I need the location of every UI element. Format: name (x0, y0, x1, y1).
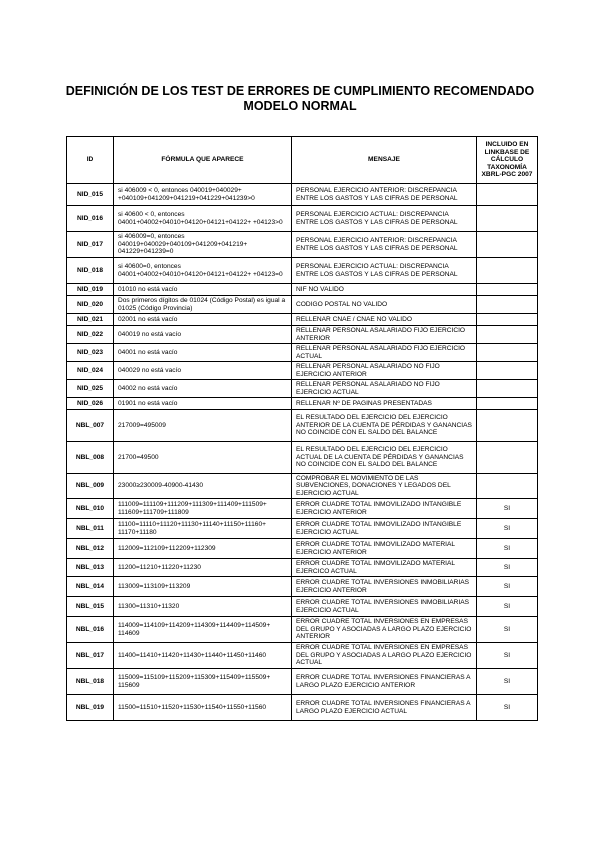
mensaje-cell: PERSONAL EJERCICIO ACTUAL: DISCREPANCIA ENTRE LOS GASTOS Y LAS CIFRAS DE PERSONAL (292, 206, 477, 232)
formula-cell: 04001 no está vacío (114, 344, 292, 362)
id-cell: NID_019 (67, 284, 114, 296)
incluido-cell (477, 314, 538, 326)
incluido-cell (477, 474, 538, 499)
mensaje-cell: ERROR CUADRE TOTAL INVERSIONES FINANCIERAS A LARGO PLAZO EJERCICIO ACTUAL (292, 695, 477, 721)
id-cell: NID_015 (67, 184, 114, 206)
id-cell: NBL_014 (67, 577, 114, 597)
incluido-cell: SI (477, 695, 538, 721)
table-row (67, 284, 538, 296)
table-body (67, 184, 538, 721)
table-row (67, 695, 538, 721)
incluido-cell (477, 296, 538, 314)
mensaje-cell: ERROR CUADRE TOTAL INVERSIONES INMOBILIARIAS EJERCICIO ANTERIOR (292, 577, 477, 597)
incluido-cell (477, 326, 538, 344)
incluido-cell (477, 184, 538, 206)
id-cell: NBL_019 (67, 695, 114, 721)
incluido-cell (477, 258, 538, 284)
header-mensaje: MENSAJE (292, 137, 477, 184)
table-row (67, 296, 538, 314)
title-line-2: MODELO NORMAL (243, 99, 357, 113)
formula-cell: 113009=113109+113209 (114, 577, 292, 597)
table-row (67, 577, 538, 597)
incluido-cell: SI (477, 597, 538, 617)
id-cell: NBL_007 (67, 410, 114, 442)
error-tests-table (66, 136, 538, 721)
mensaje-cell: RELLENAR PERSONAL ASALARIADO NO FIJO EJERCICIO ANTERIOR (292, 362, 477, 380)
id-cell: NBL_009 (67, 474, 114, 499)
incluido-cell (477, 410, 538, 442)
incluido-cell: SI (477, 499, 538, 519)
id-cell: NBL_008 (67, 442, 114, 474)
formula-cell: 21700=49500 (114, 442, 292, 474)
id-cell: NBL_012 (67, 539, 114, 559)
incluido-cell: SI (477, 669, 538, 695)
id-cell: NBL_015 (67, 597, 114, 617)
mensaje-cell: COMPROBAR EL MOVIMIENTO DE LAS SUBVENCIONES, DONACIONES Y LEGADOS DEL EJERCICIO ACTUAL (292, 474, 477, 499)
id-cell: NID_024 (67, 362, 114, 380)
mensaje-cell: ERROR CUADRE TOTAL INVERSIONES EN EMPRESAS DEL GRUPO Y ASOCIADAS A LARGO PLAZO EJERCICIO ANTERIOR (292, 617, 477, 643)
mensaje-cell: ERROR CUADRE TOTAL INMOVILIZADO MATERIAL EJERCICO ACTUAL (292, 559, 477, 577)
mensaje-cell: ERROR CUADRE TOTAL INVERSIONES FINANCIERAS A LARGO PLAZO EJERCICIO ANTERIOR (292, 669, 477, 695)
incluido-cell (477, 398, 538, 410)
formula-cell: 115009=115109+115209+115309+115409+115509+ 115609 (114, 669, 292, 695)
formula-cell: si 40600=0, entonces 04001+04002+04010+04120+04121+04122+ +04123=0 (114, 258, 292, 284)
mensaje-cell: ERROR CUADRE TOTAL INVERSIONES EN EMPRESAS DEL GRUPO Y ASOCIADAS A LARGO PLAZO EJERCICIO ACTUAL (292, 643, 477, 669)
incluido-cell: SI (477, 559, 538, 577)
formula-cell: 11100=11110+11120+11130+11140+11150+11160+ 11170+11180 (114, 519, 292, 539)
table-row (67, 617, 538, 643)
formula-cell: 01901 no está vacío (114, 398, 292, 410)
mensaje-cell: RELLENAR Nº DE PAGINAS PRESENTADAS (292, 398, 477, 410)
mensaje-cell: RELLENAR PERSONAL ASALARIADO NO FIJO EJERCICIO ACTUAL (292, 380, 477, 398)
mensaje-cell: EL RESULTADO DEL EJERCICIO DEL EJERCICIO ACTUAL DE LA CUENTA DE PÉRDIDAS Y GANANCIAS NO COINCIDE CON EL SALDO DEL BALANCE (292, 442, 477, 474)
incluido-cell (477, 380, 538, 398)
formula-cell: 11500=11510+11520+11530+11540+11550+11560 (114, 695, 292, 721)
header-formula: FÓRMULA QUE APARECE (114, 137, 292, 184)
incluido-cell (477, 442, 538, 474)
table-row (67, 474, 538, 499)
table-row (67, 499, 538, 519)
mensaje-cell: CODIGO POSTAL NO VALIDO (292, 296, 477, 314)
id-cell: NBL_017 (67, 643, 114, 669)
formula-cell: 040019 no está vacío (114, 326, 292, 344)
formula-cell: 112009=112109+112209+112309 (114, 539, 292, 559)
incluido-cell: SI (477, 643, 538, 669)
table-row (67, 597, 538, 617)
mensaje-cell: RELLENAR PERSONAL ASALARIADO FIJO EJERCICIO ANTERIOR (292, 326, 477, 344)
id-cell: NID_017 (67, 232, 114, 258)
mensaje-cell: ERROR CUADRE TOTAL INMOVILIZADO MATERIAL EJERCICIO ANTERIOR (292, 539, 477, 559)
formula-cell: 02001 no está vacío (114, 314, 292, 326)
document-title (0, 84, 600, 114)
table-row (67, 380, 538, 398)
formula-cell: si 40600 < 0, entonces 04001+04002+04010+04120+04121+04122+ +04123>0 (114, 206, 292, 232)
table-row (67, 344, 538, 362)
id-cell: NBL_018 (67, 669, 114, 695)
id-cell: NID_025 (67, 380, 114, 398)
mensaje-cell: PERSONAL EJERCICIO ANTERIOR: DISCREPANCIA ENTRE LOS GASTOS Y LAS CIFRAS DE PERSONAL (292, 232, 477, 258)
table-row (67, 258, 538, 284)
table-row (67, 232, 538, 258)
id-cell: NID_021 (67, 314, 114, 326)
formula-cell: 114009=114109+114209+114309+114409+114509+ 114609 (114, 617, 292, 643)
table-row (67, 398, 538, 410)
table-row (67, 326, 538, 344)
mensaje-cell: RELLENAR CNAE / CNAE NO VALIDO (292, 314, 477, 326)
table-row (67, 559, 538, 577)
incluido-cell: SI (477, 577, 538, 597)
title-line-1: DEFINICIÓN DE LOS TEST DE ERRORES DE CUMPLIMIENTO RECOMENDADO (65, 84, 535, 98)
mensaje-cell: ERROR CUADRE TOTAL INMOVILIZADO INTANGIBLE EJERCICIO ANTERIOR (292, 499, 477, 519)
table-row (67, 669, 538, 695)
id-cell: NID_020 (67, 296, 114, 314)
incluido-cell (477, 344, 538, 362)
table-row (67, 442, 538, 474)
formula-cell: si 406009=0, entonces 040019+040029+040109+041209+041219+ 041229+041239=0 (114, 232, 292, 258)
mensaje-cell: PERSONAL EJERCICIO ANTERIOR: DISCREPANCIA ENTRE LOS GASTOS Y LAS CIFRAS DE PERSONAL (292, 184, 477, 206)
id-cell: NBL_010 (67, 499, 114, 519)
formula-cell: 11200=11210+11220+11230 (114, 559, 292, 577)
table-row (67, 539, 538, 559)
id-cell: NID_026 (67, 398, 114, 410)
table-row (67, 184, 538, 206)
formula-cell: 11300=11310+11320 (114, 597, 292, 617)
id-cell: NID_018 (67, 258, 114, 284)
id-cell: NBL_013 (67, 559, 114, 577)
table-row (67, 410, 538, 442)
incluido-cell: SI (477, 539, 538, 559)
formula-cell: 04002 no está vacío (114, 380, 292, 398)
mensaje-cell: EL RESULTADO DEL EJERCICIO DEL EJERCICIO ANTERIOR DE LA CUENTA DE PÉRDIDAS Y GANANCIAS NO COINCIDE CON EL SALDO DEL BALANCE (292, 410, 477, 442)
formula-cell: si 406009 < 0, entonces 040019+040029+ +040109+041209+041219+041229+041239>0 (114, 184, 292, 206)
formula-cell: 040029 no está vacío (114, 362, 292, 380)
formula-cell: 11400=11410+11420+11430+11440+11450+11460 (114, 643, 292, 669)
id-cell: NBL_011 (67, 519, 114, 539)
formula-cell: 111009=111109+111209+111309+111409+111509+ 111609+111709+111809 (114, 499, 292, 519)
table-row (67, 643, 538, 669)
header-incluido: INCLUIDO EN LINKBASE DE CÁLCULO TAXONOMÍA XBRL-PGC 2007 (477, 137, 538, 184)
table-row (67, 519, 538, 539)
mensaje-cell: NIF NO VALIDO (292, 284, 477, 296)
incluido-cell: SI (477, 519, 538, 539)
incluido-cell (477, 284, 538, 296)
incluido-cell (477, 362, 538, 380)
id-cell: NBL_016 (67, 617, 114, 643)
formula-cell: 217009=495009 (114, 410, 292, 442)
table-row (67, 206, 538, 232)
table-header-row (67, 137, 538, 184)
id-cell: NID_023 (67, 344, 114, 362)
incluido-cell (477, 232, 538, 258)
mensaje-cell: ERROR CUADRE TOTAL INVERSIONES INMOBILIARIAS EJERCICIO ACTUAL (292, 597, 477, 617)
formula-cell: Dos primeros dígitos de 01024 (Código Postal) es igual a 01025 (Código Provincia) (114, 296, 292, 314)
table-row (67, 314, 538, 326)
id-cell: NID_016 (67, 206, 114, 232)
header-id: ID (67, 137, 114, 184)
formula-cell: 01010 no está vacío (114, 284, 292, 296)
formula-cell: 23000≥230009-40900-41430 (114, 474, 292, 499)
id-cell: NID_022 (67, 326, 114, 344)
mensaje-cell: PERSONAL EJERCICIO ACTUAL: DISCREPANCIA ENTRE LOS GASTOS Y LAS CIFRAS DE PERSONAL (292, 258, 477, 284)
table-row (67, 362, 538, 380)
incluido-cell (477, 206, 538, 232)
mensaje-cell: RELLENAR PERSONAL ASALARIADO FIJO EJERCICIO ACTUAL (292, 344, 477, 362)
mensaje-cell: ERROR CUADRE TOTAL INMOVILIZADO INTANGIBLE EJERCICIO ACTUAL (292, 519, 477, 539)
incluido-cell: SI (477, 617, 538, 643)
